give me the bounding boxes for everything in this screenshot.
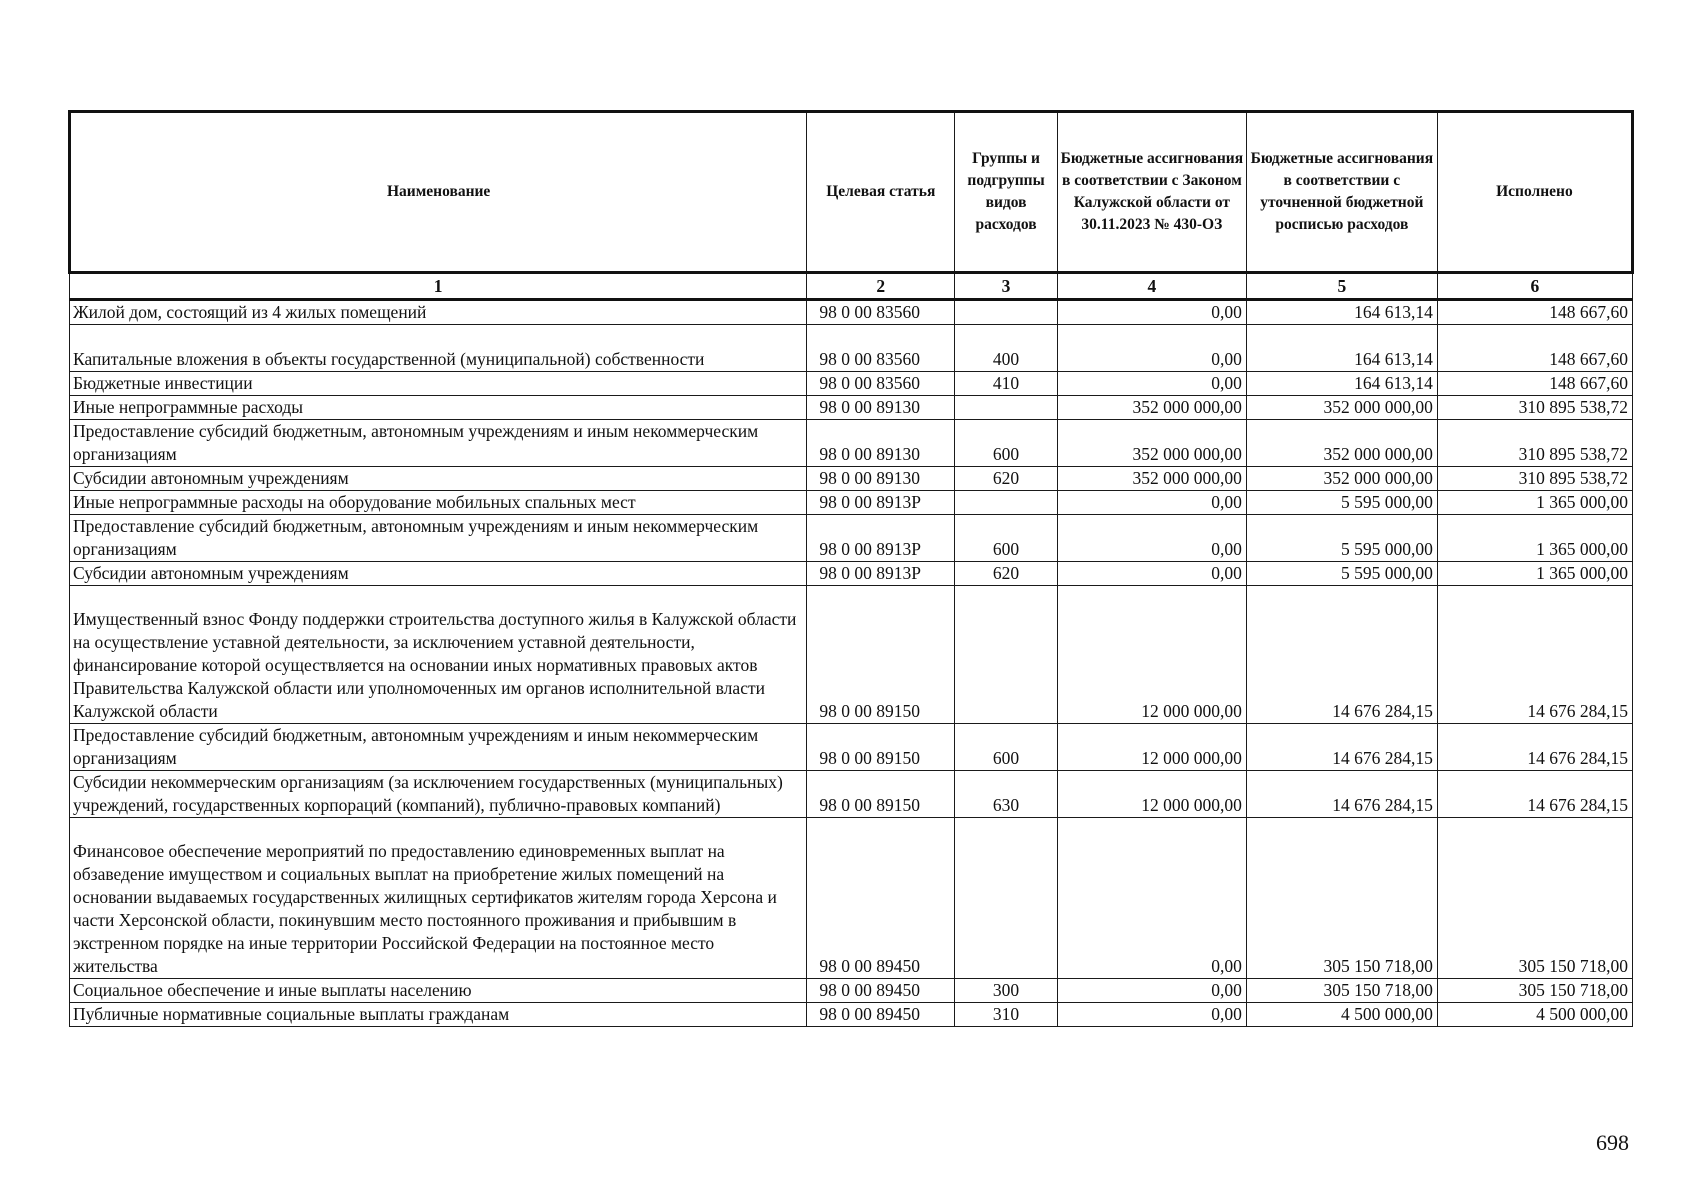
expense-group — [955, 300, 1058, 325]
table-row — [70, 491, 1633, 515]
column-numbers-row — [70, 273, 1633, 300]
target-article: 98 0 00 8913Р — [807, 515, 955, 562]
table-row — [70, 515, 1633, 562]
expense-group — [955, 396, 1058, 420]
law-allocation: 0,00 — [1057, 818, 1246, 979]
table-row — [70, 372, 1633, 396]
expense-group: 600 — [955, 724, 1058, 771]
column-number: 5 — [1246, 273, 1437, 300]
header-expense-groups: Группы и подгруппы видов расходов — [955, 112, 1058, 273]
target-article: 98 0 00 89450 — [807, 818, 955, 979]
refined-allocation: 14 676 284,15 — [1246, 724, 1437, 771]
budget-table — [68, 110, 1634, 1027]
executed-amount: 14 676 284,15 — [1437, 724, 1632, 771]
row-name: Капитальные вложения в объекты государственной (муниципальной) собственности — [70, 325, 807, 372]
executed-amount: 310 895 538,72 — [1437, 396, 1632, 420]
law-allocation: 0,00 — [1057, 300, 1246, 325]
column-number: 1 — [70, 273, 807, 300]
refined-allocation: 164 613,14 — [1246, 372, 1437, 396]
row-name: Имущественный взнос Фонду поддержки строительства доступного жилья в Калужской области на осуществление уставной деятельности, за исключением уставной деятельности, финансирование которой осуществляется на основании иных нормативных правовых актов Правительства Калужской области или уполномоченных им органов исполнительной власти Калужской области — [70, 586, 807, 724]
executed-amount: 305 150 718,00 — [1437, 818, 1632, 979]
row-name: Иные непрограммные расходы — [70, 396, 807, 420]
target-article: 98 0 00 89450 — [807, 979, 955, 1003]
refined-allocation: 164 613,14 — [1246, 325, 1437, 372]
law-allocation: 0,00 — [1057, 515, 1246, 562]
law-allocation: 352 000 000,00 — [1057, 420, 1246, 467]
expense-group: 310 — [955, 1003, 1058, 1027]
refined-allocation: 352 000 000,00 — [1246, 420, 1437, 467]
expense-group: 600 — [955, 420, 1058, 467]
header-law-allocations: Бюджетные ассигнования в соответствии с Законом Калужской области от 30.11.2023 № 430-ОЗ — [1057, 112, 1246, 273]
row-name: Жилой дом, состоящий из 4 жилых помещений — [70, 300, 807, 325]
refined-allocation: 164 613,14 — [1246, 300, 1437, 325]
target-article: 98 0 00 83560 — [807, 325, 955, 372]
table-row — [70, 586, 1633, 724]
refined-allocation: 305 150 718,00 — [1246, 979, 1437, 1003]
law-allocation: 0,00 — [1057, 325, 1246, 372]
executed-amount: 148 667,60 — [1437, 372, 1632, 396]
table-row — [70, 562, 1633, 586]
column-number: 2 — [807, 273, 955, 300]
header-executed: Исполнено — [1437, 112, 1632, 273]
table-row — [70, 724, 1633, 771]
law-allocation: 0,00 — [1057, 1003, 1246, 1027]
refined-allocation: 4 500 000,00 — [1246, 1003, 1437, 1027]
executed-amount: 310 895 538,72 — [1437, 467, 1632, 491]
law-allocation: 12 000 000,00 — [1057, 586, 1246, 724]
expense-group — [955, 491, 1058, 515]
executed-amount: 14 676 284,15 — [1437, 586, 1632, 724]
law-allocation: 0,00 — [1057, 372, 1246, 396]
table-row — [70, 325, 1633, 372]
law-allocation: 12 000 000,00 — [1057, 724, 1246, 771]
expense-group — [955, 818, 1058, 979]
target-article: 98 0 00 89130 — [807, 396, 955, 420]
table-row — [70, 771, 1633, 818]
table-header — [70, 112, 1633, 273]
target-article: 98 0 00 8913Р — [807, 491, 955, 515]
target-article: 98 0 00 89150 — [807, 724, 955, 771]
expense-group: 600 — [955, 515, 1058, 562]
expense-group: 620 — [955, 467, 1058, 491]
executed-amount: 14 676 284,15 — [1437, 771, 1632, 818]
row-name: Иные непрограммные расходы на оборудование мобильных спальных мест — [70, 491, 807, 515]
header-target-article: Целевая статья — [807, 112, 955, 273]
target-article: 98 0 00 83560 — [807, 372, 955, 396]
executed-amount: 305 150 718,00 — [1437, 979, 1632, 1003]
table-row — [70, 979, 1633, 1003]
table-row — [70, 818, 1633, 979]
refined-allocation: 5 595 000,00 — [1246, 491, 1437, 515]
row-name: Субсидии некоммерческим организациям (за исключением государственных (муниципальных) учреждений, государственных корпораций (компаний), публично-правовых компаний) — [70, 771, 807, 818]
table-row — [70, 420, 1633, 467]
page-number: 698 — [1596, 1130, 1629, 1155]
table-row — [70, 1003, 1633, 1027]
row-name: Финансовое обеспечение мероприятий по предоставлению единовременных выплат на обзаведение имуществом и социальных выплат на приобретение жилых помещений на основании выдаваемых государственных жилищных сертификатов жителям города Херсона и части Херсонской области, покинувшим место постоянного проживания и прибывшим в экстренном порядке на иные территории Российской Федерации на постоянное место жительства — [70, 818, 807, 979]
header-name: Наименование — [70, 112, 807, 273]
target-article: 98 0 00 89130 — [807, 467, 955, 491]
executed-amount: 148 667,60 — [1437, 300, 1632, 325]
expense-group: 400 — [955, 325, 1058, 372]
law-allocation: 0,00 — [1057, 491, 1246, 515]
column-number: 3 — [955, 273, 1058, 300]
law-allocation: 0,00 — [1057, 979, 1246, 1003]
expense-group: 630 — [955, 771, 1058, 818]
table-row — [70, 300, 1633, 325]
row-name: Социальное обеспечение и иные выплаты населению — [70, 979, 807, 1003]
column-number: 6 — [1437, 273, 1632, 300]
row-name: Субсидии автономным учреждениям — [70, 562, 807, 586]
row-name: Субсидии автономным учреждениям — [70, 467, 807, 491]
row-name: Предоставление субсидий бюджетным, автономным учреждениям и иным некоммерческим организациям — [70, 420, 807, 467]
refined-allocation: 5 595 000,00 — [1246, 562, 1437, 586]
refined-allocation: 352 000 000,00 — [1246, 467, 1437, 491]
refined-allocation: 305 150 718,00 — [1246, 818, 1437, 979]
table-row — [70, 396, 1633, 420]
table-row — [70, 467, 1633, 491]
target-article: 98 0 00 89450 — [807, 1003, 955, 1027]
row-name: Бюджетные инвестиции — [70, 372, 807, 396]
refined-allocation: 14 676 284,15 — [1246, 771, 1437, 818]
refined-allocation: 352 000 000,00 — [1246, 396, 1437, 420]
column-number: 4 — [1057, 273, 1246, 300]
row-name: Предоставление субсидий бюджетным, автономным учреждениям и иным некоммерческим организациям — [70, 724, 807, 771]
law-allocation: 352 000 000,00 — [1057, 467, 1246, 491]
table-body — [70, 273, 1633, 1027]
executed-amount: 4 500 000,00 — [1437, 1003, 1632, 1027]
refined-allocation: 5 595 000,00 — [1246, 515, 1437, 562]
target-article: 98 0 00 89150 — [807, 771, 955, 818]
refined-allocation: 14 676 284,15 — [1246, 586, 1437, 724]
expense-group: 410 — [955, 372, 1058, 396]
law-allocation: 12 000 000,00 — [1057, 771, 1246, 818]
target-article: 98 0 00 89130 — [807, 420, 955, 467]
row-name: Публичные нормативные социальные выплаты гражданам — [70, 1003, 807, 1027]
expense-group — [955, 586, 1058, 724]
executed-amount: 148 667,60 — [1437, 325, 1632, 372]
row-name: Предоставление субсидий бюджетным, автономным учреждениям и иным некоммерческим организациям — [70, 515, 807, 562]
executed-amount: 1 365 000,00 — [1437, 562, 1632, 586]
expense-group: 620 — [955, 562, 1058, 586]
expense-group: 300 — [955, 979, 1058, 1003]
executed-amount: 310 895 538,72 — [1437, 420, 1632, 467]
executed-amount: 1 365 000,00 — [1437, 515, 1632, 562]
target-article: 98 0 00 89150 — [807, 586, 955, 724]
target-article: 98 0 00 8913Р — [807, 562, 955, 586]
header-refined-allocations: Бюджетные ассигнования в соответствии с уточненной бюджетной росписью расходов — [1246, 112, 1437, 273]
law-allocation: 352 000 000,00 — [1057, 396, 1246, 420]
executed-amount: 1 365 000,00 — [1437, 491, 1632, 515]
law-allocation: 0,00 — [1057, 562, 1246, 586]
target-article: 98 0 00 83560 — [807, 300, 955, 325]
